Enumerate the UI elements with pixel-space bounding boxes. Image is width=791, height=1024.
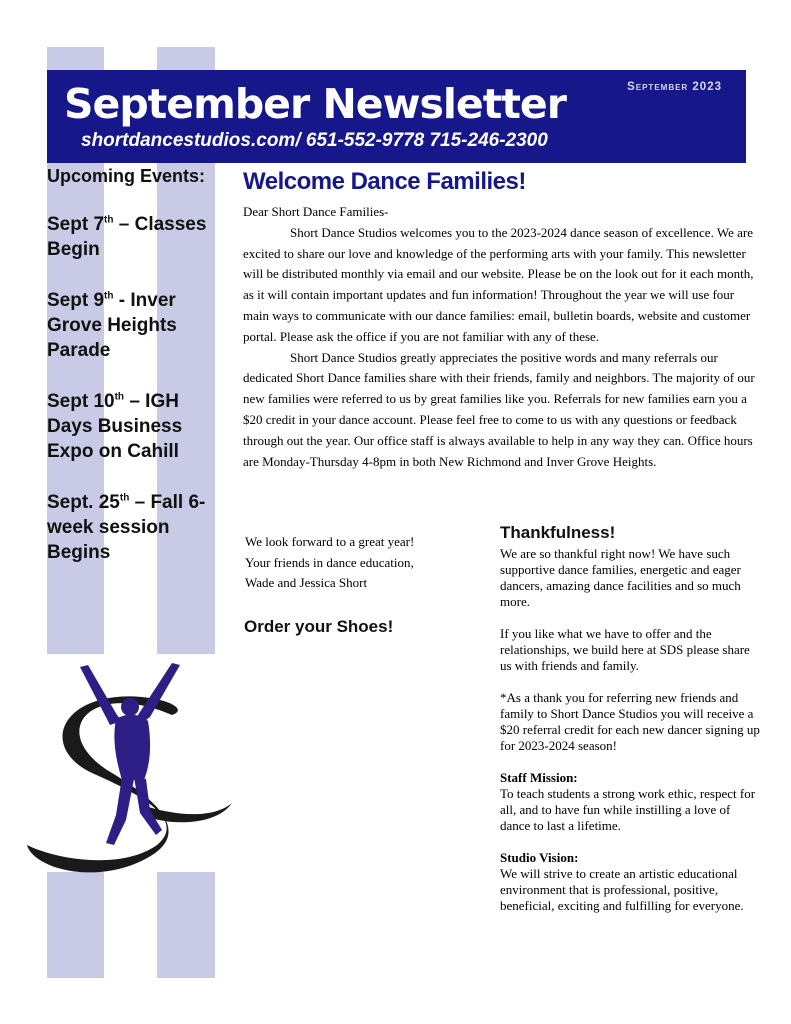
closing-line: Your friends in dance education, [245, 554, 414, 570]
dancer-s-logo-icon [22, 655, 237, 880]
event-date: Sept 9 [47, 290, 105, 311]
welcome-heading: Welcome Dance Families! [243, 168, 526, 195]
thankfulness-paragraph: We are so thankful right now! We have such supportive dance families, energetic and eager dancers, amazing dance facilities and so much more. [500, 546, 741, 609]
letter-closing [245, 532, 465, 594]
newsletter-title: September Newsletter [64, 80, 566, 128]
signature-line: Wade and Jessica Short [245, 575, 368, 590]
letter-paragraph: Short Dance Studios greatly appreciates the positive words and many referrals our dedicated Short Dance families share with their friends, family and neighbors. The majority of our new families were referred to us by great families like you. Referrals for new families earn you a $20 credit in your dance account. Please feel free to come to us with any questions or feedback through out the year. Our office staff is always available to help in any way they can. Office hours are Monday-Thursday 4-8pm in both New Richmond and Inver Grove Heights. [243, 349, 755, 469]
newsletter-banner [47, 70, 746, 163]
event-desc: – IGH Days Business Expo on Cahill [47, 391, 183, 462]
staff-mission-text: To teach students a strong work ethic, respect for all, and to have fun while instilling a love of dance to last a lifetime. [500, 786, 756, 833]
thankfulness-heading: Thankfulness! [500, 523, 616, 542]
thankfulness-paragraph: If you like what we have to offer and the relationships, we build here at SDS please share us with friends and family. [500, 626, 750, 673]
thankfulness-section [500, 522, 760, 930]
event-item [47, 389, 222, 464]
event-item [47, 212, 222, 262]
welcome-letter [243, 202, 761, 472]
letter-paragraph: Short Dance Studios welcomes you to the 2023-2024 dance season of excellence. We are excited to share our love and knowledge of the performing arts with your family. This newsletter will be distributed monthly via email and our website. Please be on the look out for it each month, as it will contain important updates and fun information! Throughout the year we will use four main ways to communicate with our dance families: email, bulletin boards, website and customer portal. Please ask the office if you are not familiar with any of these. [243, 224, 754, 344]
contact-line: shortdancestudios.com/ 651-552-9778 715-246-2300 [81, 130, 548, 151]
issue-date: September 2023 [627, 81, 722, 93]
order-shoes-heading: Order your Shoes! [244, 617, 394, 636]
event-date-suffix: th [104, 214, 114, 226]
event-date: Sept 10 [47, 391, 115, 412]
upcoming-events-heading: Upcoming Events: [47, 166, 206, 186]
closing-line: We look forward to a great year! [245, 534, 415, 549]
decorative-stripe-left-bottom [47, 872, 104, 978]
decorative-stripe-right-bottom [157, 872, 215, 978]
staff-mission-label: Staff Mission: [500, 770, 578, 785]
staff-mission [500, 770, 760, 834]
event-item [47, 490, 222, 565]
referral-paragraph: *As a thank you for referring new friends and family to Short Dance Studios you will receive a $20 referral credit for each new dancer signing up for 2023-2024 season! [500, 690, 760, 753]
event-date: Sept. 25 [47, 492, 120, 513]
event-desc: – Fall 6-week session Begins [47, 492, 206, 563]
event-desc: - Inver Grove Heights Parade [47, 290, 177, 361]
event-date: Sept 7 [47, 214, 105, 235]
event-date-suffix: th [114, 391, 125, 403]
event-date-suffix: th [119, 492, 130, 504]
event-item [47, 288, 222, 363]
studio-vision-text: We will strive to create an artistic educational environment that is professional, positive, beneficial, exciting and fulfilling for everyone. [500, 866, 744, 913]
event-date-suffix: th [104, 290, 114, 302]
studio-vision-label: Studio Vision: [500, 850, 579, 865]
studio-vision [500, 850, 760, 914]
event-desc: – Classes Begin [47, 214, 207, 260]
salutation: Dear Short Dance Families- [243, 204, 389, 219]
